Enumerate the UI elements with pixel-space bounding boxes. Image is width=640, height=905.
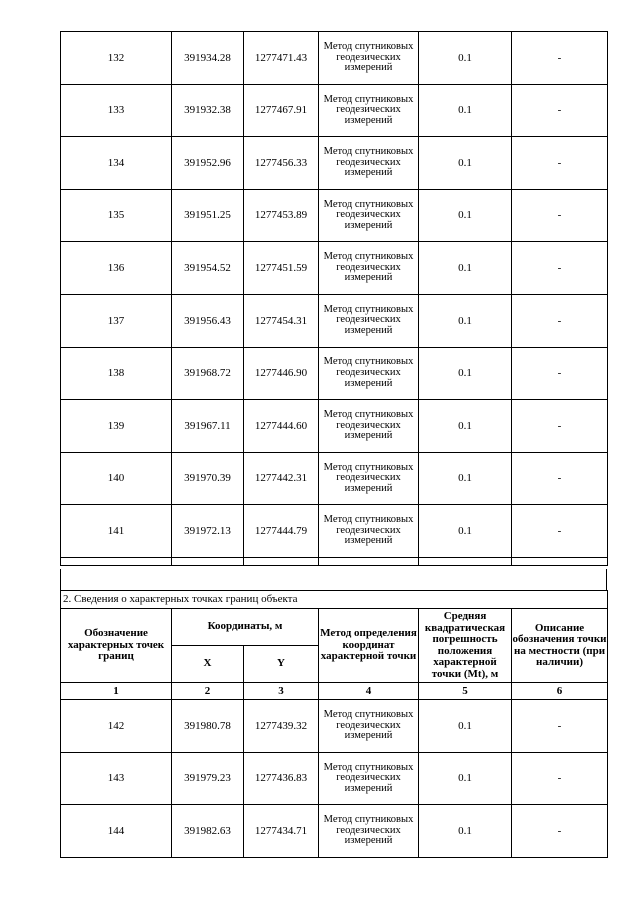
table-row: [61, 84, 608, 137]
coordinates-table-continued: [60, 31, 608, 566]
point-id-cell: 138: [61, 347, 172, 400]
column-number: 6: [512, 683, 608, 700]
point-id-cell: 144: [61, 805, 172, 858]
x-coordinate-cell: 391954.52: [172, 242, 244, 295]
header-method: Метод определения координат характерной точки: [319, 609, 419, 683]
empty-row: [61, 557, 608, 565]
method-cell: Метод спутниковых геодезических измерений: [319, 347, 419, 400]
description-cell: -: [512, 294, 608, 347]
column-number: 1: [61, 683, 172, 700]
table-row: [61, 242, 608, 295]
y-coordinate-cell: 1277471.43: [244, 32, 319, 85]
description-cell: -: [512, 452, 608, 505]
accuracy-cell: 0.1: [419, 137, 512, 190]
header-x: X: [172, 646, 244, 683]
table-row: [61, 700, 608, 753]
x-coordinate-cell: 391932.38: [172, 84, 244, 137]
table-row: [61, 452, 608, 505]
method-cell: Метод спутниковых геодезических измерений: [319, 752, 419, 805]
point-id-cell: 137: [61, 294, 172, 347]
column-number: 5: [419, 683, 512, 700]
empty-cell: [172, 557, 244, 565]
x-coordinate-cell: 391970.39: [172, 452, 244, 505]
y-coordinate-cell: 1277434.71: [244, 805, 319, 858]
table-row: [61, 400, 608, 453]
point-id-cell: 133: [61, 84, 172, 137]
description-cell: -: [512, 400, 608, 453]
y-coordinate-cell: 1277454.31: [244, 294, 319, 347]
description-cell: -: [512, 137, 608, 190]
header-accuracy: Средняя квадратическая погрешность положения характерной точки (Mt), м: [419, 609, 512, 683]
description-cell: -: [512, 805, 608, 858]
point-id-cell: 134: [61, 137, 172, 190]
header-coordinates: Координаты, м: [172, 609, 319, 646]
y-coordinate-cell: 1277456.33: [244, 137, 319, 190]
accuracy-cell: 0.1: [419, 189, 512, 242]
point-id-cell: 132: [61, 32, 172, 85]
method-cell: Метод спутниковых геодезических измерений: [319, 32, 419, 85]
description-cell: -: [512, 84, 608, 137]
x-coordinate-cell: 391972.13: [172, 505, 244, 558]
header-description: Описание обозначения точки на местности (при наличии): [512, 609, 608, 683]
accuracy-cell: 0.1: [419, 752, 512, 805]
y-coordinate-cell: 1277444.79: [244, 505, 319, 558]
table-row: [61, 189, 608, 242]
boundary-points-table: [60, 590, 608, 858]
x-coordinate-cell: 391934.28: [172, 32, 244, 85]
section-title: 2. Сведения о характерных точках границ объекта: [61, 591, 608, 609]
table-row: [61, 294, 608, 347]
method-cell: Метод спутниковых геодезических измерений: [319, 805, 419, 858]
y-coordinate-cell: 1277436.83: [244, 752, 319, 805]
table-row: [61, 752, 608, 805]
method-cell: Метод спутниковых геодезических измерений: [319, 294, 419, 347]
y-coordinate-cell: 1277453.89: [244, 189, 319, 242]
method-cell: Метод спутниковых геодезических измерений: [319, 452, 419, 505]
description-cell: -: [512, 242, 608, 295]
description-cell: -: [512, 700, 608, 753]
y-coordinate-cell: 1277439.32: [244, 700, 319, 753]
empty-cell: [512, 557, 608, 565]
empty-cell: [244, 557, 319, 565]
description-cell: -: [512, 347, 608, 400]
description-cell: -: [512, 752, 608, 805]
column-number: 4: [319, 683, 419, 700]
point-id-cell: 136: [61, 242, 172, 295]
x-coordinate-cell: 391952.96: [172, 137, 244, 190]
y-coordinate-cell: 1277442.31: [244, 452, 319, 505]
x-coordinate-cell: 391951.25: [172, 189, 244, 242]
point-id-cell: 141: [61, 505, 172, 558]
method-cell: Метод спутниковых геодезических измерений: [319, 242, 419, 295]
table-row: [61, 137, 608, 190]
point-id-cell: 142: [61, 700, 172, 753]
accuracy-cell: 0.1: [419, 452, 512, 505]
y-coordinate-cell: 1277444.60: [244, 400, 319, 453]
accuracy-cell: 0.1: [419, 700, 512, 753]
method-cell: Метод спутниковых геодезических измерений: [319, 400, 419, 453]
empty-cell: [419, 557, 512, 565]
x-coordinate-cell: 391982.63: [172, 805, 244, 858]
empty-cell: [319, 557, 419, 565]
accuracy-cell: 0.1: [419, 805, 512, 858]
table-row: [61, 805, 608, 858]
accuracy-cell: 0.1: [419, 294, 512, 347]
header-y: Y: [244, 646, 319, 683]
accuracy-cell: 0.1: [419, 347, 512, 400]
y-coordinate-cell: 1277467.91: [244, 84, 319, 137]
column-numbers-row: [61, 683, 608, 700]
empty-cell: [61, 557, 172, 565]
description-cell: -: [512, 505, 608, 558]
table-row: [61, 347, 608, 400]
point-id-cell: 143: [61, 752, 172, 805]
table-row: [61, 32, 608, 85]
method-cell: Метод спутниковых геодезических измерений: [319, 505, 419, 558]
header-designation: Обозначение характерных точек границ: [61, 609, 172, 683]
table-row: [61, 505, 608, 558]
accuracy-cell: 0.1: [419, 84, 512, 137]
point-id-cell: 135: [61, 189, 172, 242]
section-gap: [60, 569, 607, 590]
point-id-cell: 140: [61, 452, 172, 505]
accuracy-cell: 0.1: [419, 400, 512, 453]
x-coordinate-cell: 391980.78: [172, 700, 244, 753]
description-cell: -: [512, 189, 608, 242]
method-cell: Метод спутниковых геодезических измерений: [319, 189, 419, 242]
method-cell: Метод спутниковых геодезических измерений: [319, 700, 419, 753]
accuracy-cell: 0.1: [419, 505, 512, 558]
description-cell: -: [512, 32, 608, 85]
x-coordinate-cell: 391979.23: [172, 752, 244, 805]
column-number: 2: [172, 683, 244, 700]
accuracy-cell: 0.1: [419, 32, 512, 85]
column-number: 3: [244, 683, 319, 700]
method-cell: Метод спутниковых геодезических измерений: [319, 137, 419, 190]
accuracy-cell: 0.1: [419, 242, 512, 295]
y-coordinate-cell: 1277451.59: [244, 242, 319, 295]
x-coordinate-cell: 391967.11: [172, 400, 244, 453]
x-coordinate-cell: 391968.72: [172, 347, 244, 400]
x-coordinate-cell: 391956.43: [172, 294, 244, 347]
point-id-cell: 139: [61, 400, 172, 453]
method-cell: Метод спутниковых геодезических измерений: [319, 84, 419, 137]
y-coordinate-cell: 1277446.90: [244, 347, 319, 400]
